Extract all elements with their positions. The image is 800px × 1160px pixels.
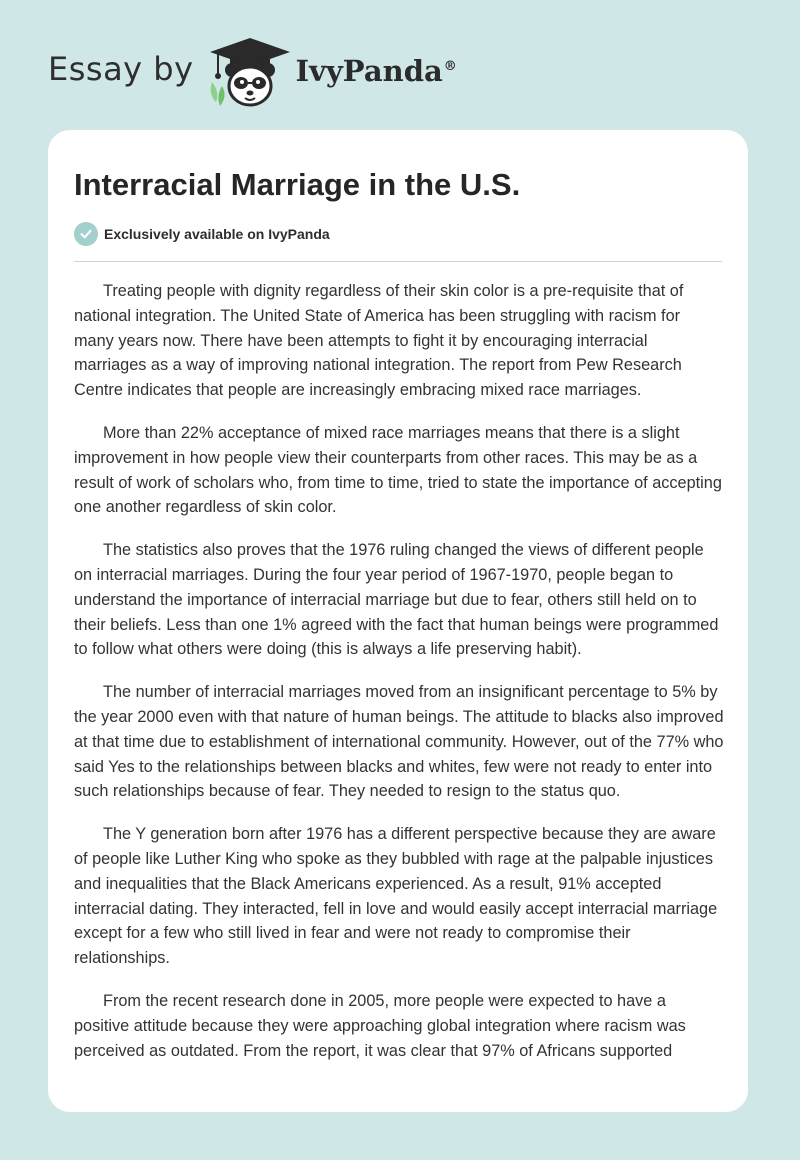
- registered-mark: ®: [443, 59, 457, 75]
- page-title: Interracial Marriage in the U.S.: [74, 167, 521, 202]
- paragraph: The statistics also proves that the 1976 ruling changed the views of different people on interracial marriages. During the four year period of 1967-1970, people began to understand the importance of interracial marriage but due to fear, others still held on to their beliefs. Less than one 1% agreed with the fact that human beings were programmed to follow what others were doing (this is always a life preserving habit).: [74, 541, 719, 659]
- brand-name-text: IvyPanda: [295, 54, 443, 88]
- paragraph: The number of interracial marriages moved from an insignificant percentage to 5% by the year 2000 even with that nature of human beings. The attitude to blacks also improved at that time due to establishment of international community. However, out of the 77% who said Yes to the relationships between blacks and whites, few were not ready to enter into such relationships because of fear. They needed to resign to the status quo.: [74, 683, 724, 801]
- panda-graduation-cap-icon: [208, 34, 292, 110]
- badge-text: Exclusively available on IvyPanda: [104, 226, 330, 242]
- paragraph: Treating people with dignity regardless of their skin color is a pre-requisite that of national integration. The United State of America has been struggling with racism for many years now. There have been attempts to fight it by encouraging interracial marriages as a way of improving national integration. The report from Pew Research Centre indicates that people are increasingly embracing mixed race marriages.: [74, 282, 684, 400]
- paragraph: The Y generation born after 1976 has a different perspective because they are aware of people like Luther King who spoke as they bubbled with rage at the palpable injustices and inequalities that the Black Americans experienced. As a result, 91% accepted interracial dating. They interacted, fell in love and would easily accept interracial marriage except for a few who still lived in fear and were not ready to compromise their relationships.: [74, 825, 718, 968]
- divider: [74, 261, 722, 262]
- brand-name: [296, 54, 457, 88]
- paragraph: From the recent research done in 2005, more people were expected to have a positive attitude because they were approaching global integration where racism was perceived as outdated. From the report, it was clear that 97% of Africans supported: [74, 991, 686, 1060]
- essay-card: [48, 130, 748, 1112]
- essay-body: [74, 279, 724, 1081]
- paragraph: More than 22% acceptance of mixed race marriages means that there is a slight improvement in how people view their counterparts from other races. This may be as a result of work of scholars who, from time to time, tried to state the importance of accepting one another regardless of skin color.: [74, 423, 722, 517]
- brand-header[interactable]: [48, 34, 457, 110]
- brand-prefix: Essay by: [48, 50, 194, 88]
- checkmark-icon: [74, 222, 98, 246]
- exclusive-badge: [74, 222, 330, 246]
